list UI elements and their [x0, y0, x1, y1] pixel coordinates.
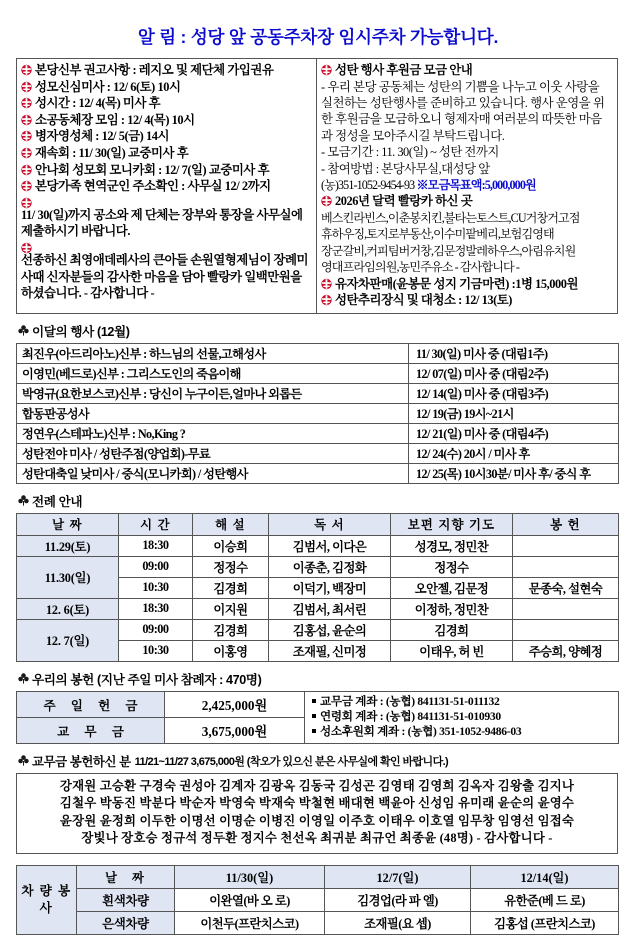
- notice-text: 11/ 30(일)까지 공소와 제 단체는 장부와 통장을 사무실에 제출하시기 바랍니다.: [21, 207, 303, 239]
- event-when: 12/ 19(금) 19시~21시: [409, 403, 619, 423]
- event-name: 성탄대축일 낮미사 / 중식(모니카회) / 성탄행사: [17, 463, 409, 483]
- notice-item: [21, 145, 312, 162]
- cross-icon: [21, 180, 32, 192]
- clover-bullet-icon: [18, 325, 29, 336]
- table-row: [17, 403, 619, 423]
- event-name: 성탄전야 미사 / 성탄주점(양업회)-무료: [17, 443, 409, 463]
- account-text: 교무금 계좌 : (농협) 841131-51-011132: [320, 695, 500, 709]
- liturgy-commentary: 이지원: [193, 598, 269, 619]
- liturgy-offering: [513, 619, 619, 640]
- liturgy-reading: 이덕기, 백장미: [269, 577, 391, 598]
- cross-icon: [21, 164, 32, 176]
- event-when: 12/ 21(일) 미사 중 (대림4주): [409, 423, 619, 443]
- event-name: 합동판공성사: [17, 403, 409, 423]
- donors-subheading: 11/21~11/27 3,675,000원 (착오가 있으신 분은 사무실에 확인 바랍니다.): [134, 755, 449, 768]
- event-name: 이영민(베드로)신부 : 그리스도인의 죽음이해: [17, 363, 409, 383]
- table-header-row: [17, 865, 619, 888]
- fundraising-goal: ※모금목표액:5,000,000원: [416, 178, 536, 193]
- vehicle-driver: 이완열(바 오 로): [175, 888, 325, 911]
- notice-column-right: [317, 59, 617, 313]
- event-name: 최진우(아드리아노)신부 : 하느님의 선물,고해성사: [17, 343, 409, 363]
- cross-icon: [21, 114, 32, 126]
- table-row: [17, 556, 619, 577]
- liturgy-reading: 조재필, 신미정: [269, 640, 391, 661]
- event-when: 12/ 14(일) 미사 중 (대림3주): [409, 383, 619, 403]
- offering-amount: 2,425,000원: [165, 691, 305, 717]
- notice-text: 성시간 : 12/ 4(목) 미사 후: [35, 96, 161, 111]
- sponsor-line: 영대프라임의원,농민주유소 - 감사합니다 -: [321, 260, 520, 275]
- notice-item: [21, 79, 312, 96]
- vehicle-date: 12/7(일): [325, 865, 471, 888]
- liturgy-table: [16, 513, 619, 662]
- events-table: [16, 343, 619, 484]
- liturgy-prayer: 이태우, 허 빈: [391, 640, 513, 661]
- fundraising-title: [321, 62, 613, 79]
- liturgy-date: 12. 7(일): [17, 619, 119, 661]
- donors-box: [16, 773, 618, 854]
- liturgy-offering: [513, 535, 619, 556]
- event-name: 정연우(스테파노)신부 : No,King ?: [17, 423, 409, 443]
- account-text: 연령회 계좌 : (농협) 841131-51-010930: [320, 710, 501, 724]
- notice-text: 병자영성체 : 12/ 5(금) 14시: [35, 129, 169, 144]
- notice-item: [21, 62, 312, 79]
- square-bullet-icon: [312, 714, 316, 718]
- clover-bullet-icon: [18, 495, 29, 506]
- fundraising-body: - 우리 본당 공동체는 성탄의 기쁨을 나누고 이웃 사랑을 실천하는 성탄행사를 준비하고 있습니다. 행사 운영을 위한 후원금을 모금하오니 형제자매 여러분의 따뜻한 마음과 정성을 모아주시길 부탁드립니다.: [321, 79, 605, 143]
- liturgy-prayer: 성경모, 정민찬: [391, 535, 513, 556]
- column-header-time: 시 간: [119, 513, 193, 535]
- liturgy-commentary: 김경희: [193, 619, 269, 640]
- square-bullet-icon: [312, 699, 316, 703]
- cross-icon: [21, 147, 32, 159]
- liturgy-time: 09:00: [119, 619, 193, 640]
- offering-heading: [18, 669, 620, 688]
- vehicle-row-label: 은색차량: [77, 911, 175, 934]
- offering-table: [16, 691, 619, 744]
- liturgy-date: 12. 6(토): [17, 598, 119, 619]
- vehicle-driver: 김홍섭 (프란치스코): [471, 911, 619, 934]
- notice-item: [21, 128, 312, 145]
- liturgy-offering: [513, 598, 619, 619]
- donor-line: 김철우 박동진 박분다 박순자 박영숙 박재숙 박철현 배대현 백윤아 신성임 유미래 윤순의 윤영수: [59, 796, 575, 811]
- liturgy-time: 18:30: [119, 598, 193, 619]
- vehicle-date-label: 날 짜: [77, 865, 175, 888]
- notice-text: 선종하신 최영애데레사의 큰아들 손원열형제님이 장례미사때 신자분들의 감사한 마음을 담아 빨랑카 일백만원을 하셨습니다. - 감사합니다 -: [21, 252, 309, 301]
- vehicle-driver: 김경업(라 파 엘): [325, 888, 471, 911]
- vehicle-driver: 유한준(베 드 로): [471, 888, 619, 911]
- liturgy-date: 11.30(일): [17, 556, 119, 598]
- fundraising-method: - 참여방법 : 본당사무실,대성당 앞: [321, 161, 490, 176]
- vehicle-row-label: 흰색차량: [77, 888, 175, 911]
- liturgy-reading: 김범서, 최서린: [269, 598, 391, 619]
- calendar-sponsor-title: [321, 193, 613, 210]
- events-heading-text: 이달의 행사 (12월): [32, 324, 130, 339]
- events-heading: [18, 321, 620, 340]
- notice-text: 소공동체장 모임 : 12/ 4(목) 10시: [35, 112, 195, 127]
- christmas-decoration: [321, 292, 613, 309]
- table-row: [17, 911, 619, 934]
- clover-bullet-icon: [18, 673, 29, 684]
- liturgy-prayer: 오안젤, 김문정: [391, 577, 513, 598]
- fundraising-account: (농)351-1052-9454-93: [321, 178, 415, 193]
- table-row: [17, 343, 619, 363]
- clover-bullet-icon: [18, 755, 29, 766]
- donors-heading: [18, 752, 620, 770]
- liturgy-prayer: 이정하, 정민찬: [391, 598, 513, 619]
- event-when: 12/ 25(목) 10시30분/ 미사 후/ 중식 후: [409, 463, 619, 483]
- cross-icon: [321, 195, 332, 207]
- vehicle-driver: 조재필(요 셉): [325, 911, 471, 934]
- notice-item: [21, 95, 312, 112]
- event-when: 11/ 30(일) 미사 중 (대림1주): [409, 343, 619, 363]
- liturgy-time: 18:30: [119, 535, 193, 556]
- event-name: 박영규(요한보스코)신부 : 당신이 누구이든,얼마나 외롭든: [17, 383, 409, 403]
- column-header-reading: 독 서: [269, 513, 391, 535]
- sponsor-line: 장군갈비,커피팀버거창,김문정발레하우스,아림유치원: [321, 243, 576, 258]
- notice-item: [21, 178, 312, 195]
- table-row: [17, 535, 619, 556]
- cross-icon: [321, 64, 332, 76]
- vehicle-driver: 이천두(프란치스코): [175, 911, 325, 934]
- notice-item: [21, 240, 312, 302]
- notice-text: 본당신부 권고사항 : 레지오 및 제단체 가입권유: [35, 63, 274, 77]
- notice-column-left: [17, 59, 317, 313]
- liturgy-offering: [513, 556, 619, 577]
- liturgy-time: 10:30: [119, 577, 193, 598]
- offering-amount: 3,675,000원: [165, 717, 305, 743]
- event-when: 12/ 07(일) 미사 중 (대림2주): [409, 363, 619, 383]
- event-when: 12/ 24(수) 20시 / 미사 후: [409, 443, 619, 463]
- table-row: [17, 383, 619, 403]
- table-header-row: [17, 513, 619, 535]
- donor-line: 장빛나 장호승 정규석 정두환 정지수 천선옥 최귀분 최규언 최종윤 (48명) - 감사합니다 -: [81, 831, 553, 846]
- account-line: [312, 725, 614, 740]
- account-line: [312, 710, 614, 725]
- citron-tea-sale: [321, 276, 613, 293]
- liturgy-reading: 이종춘, 김정화: [269, 556, 391, 577]
- liturgy-prayer: 김경희: [391, 619, 513, 640]
- liturgy-reading: 김홍섭, 윤순의: [269, 619, 391, 640]
- account-line: [312, 695, 614, 710]
- vehicle-service-title: 차 량 봉 사: [17, 865, 77, 934]
- cross-icon: [21, 64, 32, 76]
- column-header-prayer: 보편 지향 기도: [391, 513, 513, 535]
- notice-text: 본당가족 현역군인 주소확인 : 사무실 12/ 2까지: [35, 179, 271, 194]
- liturgy-commentary: 김경희: [193, 577, 269, 598]
- account-list: [305, 691, 619, 743]
- cross-icon: [321, 294, 332, 306]
- notice-text: 성모신심미사 : 12/ 6(토) 10시: [35, 79, 181, 94]
- table-row: [17, 691, 619, 717]
- table-row: [17, 619, 619, 640]
- liturgy-commentary: 정정수: [193, 556, 269, 577]
- notice-text: 안나회 성모회 모니카회 : 12/ 7(일) 교중미사 후: [35, 162, 270, 177]
- notice-item: [21, 112, 312, 129]
- liturgy-commentary: 이승희: [193, 535, 269, 556]
- calendar-sponsor-title-text: 2026년 달력 빨랑카 하신 곳: [335, 194, 473, 209]
- sponsor-line: 휴하우징,토지로부동산,이수미팥베리,보험김영태: [321, 227, 554, 242]
- cross-icon: [21, 97, 32, 109]
- christmas-decoration-text: 성탄추리장식 및 대청소 : 12/ 13(토): [335, 293, 512, 308]
- liturgy-time: 09:00: [119, 556, 193, 577]
- offering-heading-text: 우리의 봉헌 (지난 주일 미사 참례자 : 470명): [32, 672, 262, 687]
- fundraising-title-text: 성탄 행사 후원금 모금 안내: [335, 63, 473, 77]
- liturgy-commentary: 이홍영: [193, 640, 269, 661]
- page-headline: 알 림 : 성당 앞 공동주차장 임시주차 가능합니다.: [137, 27, 499, 47]
- fundraising-account-row: [321, 177, 613, 193]
- column-header-commentary: 해 설: [193, 513, 269, 535]
- liturgy-heading: [18, 491, 620, 510]
- table-row: [17, 443, 619, 463]
- sponsor-line: 베스킨라빈스,이춘봉치킨,불타는토스트,CU거창거고점: [321, 211, 580, 226]
- offering-label: 교 무 금: [17, 717, 165, 743]
- liturgy-heading-text: 전례 안내: [32, 494, 83, 509]
- liturgy-date: 11.29(토): [17, 535, 119, 556]
- table-row: [17, 598, 619, 619]
- notice-text: 재속회 : 11/ 30(일) 교중미사 후: [35, 145, 189, 160]
- liturgy-offering: 주승희, 양혜정: [513, 640, 619, 661]
- square-bullet-icon: [312, 729, 316, 733]
- account-text: 성소후원회 계좌 : (농협) 351-1052-9486-03: [320, 724, 522, 738]
- donor-line: 윤장원 윤정희 이두한 이명선 이명순 이병진 이영일 이주호 이태우 이호열 임무창 임영선 임접숙: [59, 813, 575, 828]
- table-row: [17, 463, 619, 483]
- cross-icon: [21, 197, 32, 209]
- vehicle-date: 12/14(일): [471, 865, 619, 888]
- cross-icon: [21, 130, 32, 142]
- donor-line: 강재원 고승환 구경숙 권성아 김계자 김광옥 김동국 김성곤 김영태 김영희 김옥자 김왕출 김지나: [59, 778, 575, 793]
- table-row: [17, 423, 619, 443]
- offering-label: 주 일 헌 금: [17, 691, 165, 717]
- notice-item: [21, 195, 312, 240]
- citron-tea-sale-text: 유자차판매(윤봉문 성지 기금마련) :1병 15,000원: [335, 276, 579, 291]
- donors-heading-text: 교무금 봉헌하신 분: [32, 754, 131, 769]
- vehicle-date: 11/30(일): [175, 865, 325, 888]
- fundraising-period: - 모금기간 : 11. 30(일) ~ 성탄 전까지: [321, 145, 499, 160]
- liturgy-prayer: 정정수: [391, 556, 513, 577]
- cross-icon: [21, 81, 32, 93]
- notice-box: [16, 58, 618, 314]
- column-header-offering: 봉 헌: [513, 513, 619, 535]
- column-header-date: 날 짜: [17, 513, 119, 535]
- notice-item: [21, 162, 312, 179]
- liturgy-reading: 김범서, 이다은: [269, 535, 391, 556]
- cross-icon: [321, 278, 332, 290]
- liturgy-time: 10:30: [119, 640, 193, 661]
- liturgy-offering: 문종숙, 설현숙: [513, 577, 619, 598]
- table-row: [17, 363, 619, 383]
- cross-icon: [21, 242, 32, 254]
